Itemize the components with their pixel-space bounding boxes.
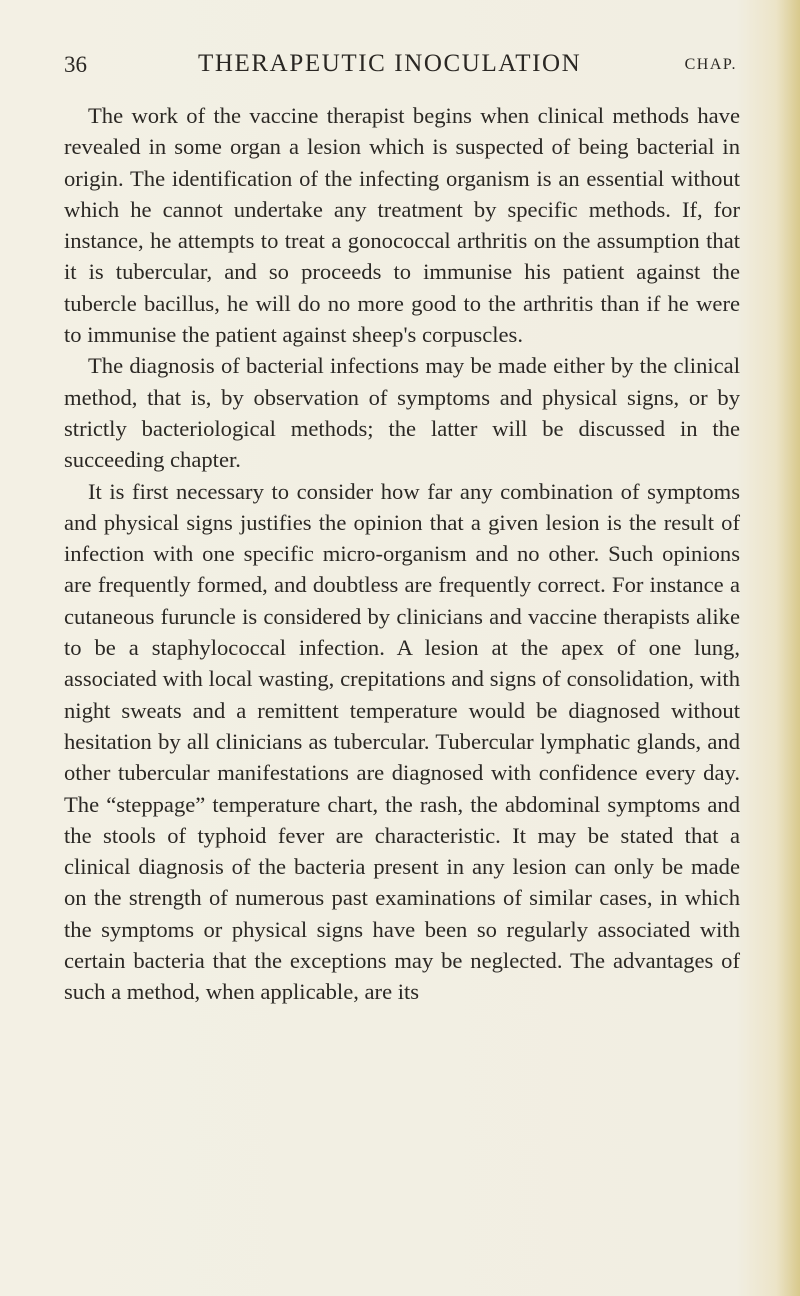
paragraph-2: The diagnosis of bacterial infections may be made either by the clinical method, that is, by observation of symptoms and physical signs, or by strictly bacteriological methods; the latter will be discussed in the succeeding chapter.: [64, 353, 740, 473]
paragraph-1: The work of the vaccine therapist begins when clinical methods have revealed in some organ a lesion which is suspected of being bacterial in origin. The identification of the infecting organism is an essential without which he cannot undertake any treatment by specific methods. If, for instance, he attempts to treat a gonococcal arthritis on the assumption that it is tubercular, and so proceeds to immunise his patient against the tubercle bacillus, he will do no more good to the arthritis than if he were to immunise the patient against sheep's corpuscles.: [64, 103, 740, 348]
body-text: [64, 100, 740, 1008]
running-title: THERAPEUTIC INOCULATION: [198, 50, 582, 77]
page-number: 36: [64, 52, 87, 77]
running-head: [64, 46, 739, 86]
paragraph-3: It is first necessary to consider how far any combination of symptoms and physical signs justifies the opinion that a given lesion is the result of infection with one specific micro-organism and no other. Such opinions are frequently formed, and doubtless are frequently correct. For instance a cutaneous furuncle is considered by clinicians and vaccine therapists alike to be a staphylococcal infection. A lesion at the apex of one lung, associated with local wasting, crepitations and signs of consolidation, with night sweats and a remittent temperature would be diagnosed without hesitation by all clinicians as tubercular. Tubercular lymphatic glands, and other tubercular manifestations are diagnosed with confidence every day. The “steppage” temperature chart, the rash, the abdominal symptoms and the stools of typhoid fever are characteristic. It may be stated that a clinical diagnosis of the bacteria present in any lesion can only be made on the strength of numerous past examinations of similar cases, in which the symptoms or physical signs have been so regularly associated with certain bacteria that the exceptions may be neglected. The advantages of such a method, when applicable, are its: [64, 478, 740, 1005]
chapter-label: CHAP.: [684, 56, 737, 73]
